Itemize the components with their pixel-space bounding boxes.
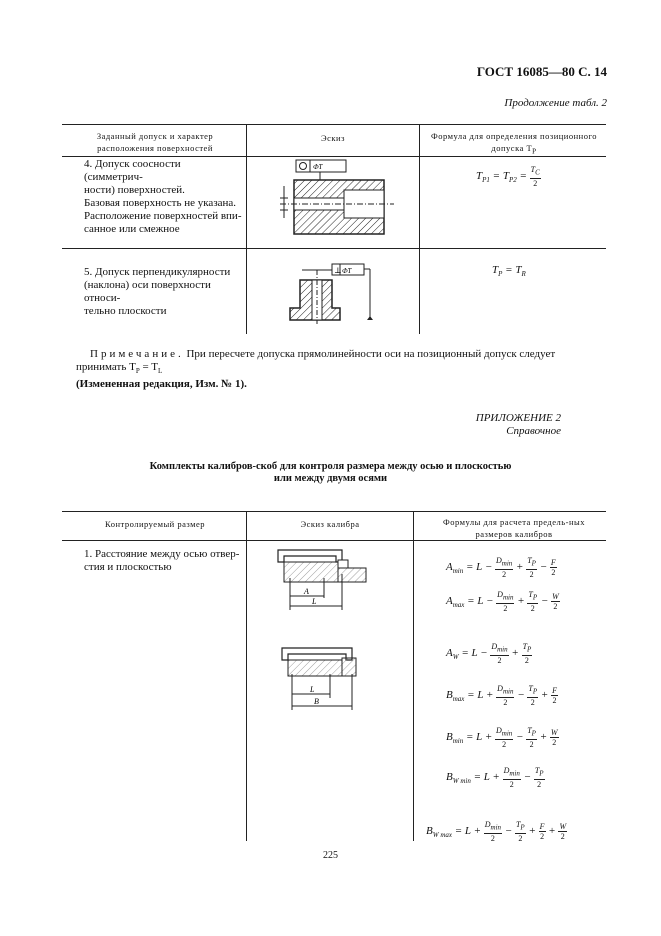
- perpendicularity-sketch: [280, 258, 380, 328]
- formula-b-min: $B_{min} = L$ + $\frac{D_{min}}{2}$ − $\frac{T_P}{2}$ + $\frac{W}{2}$: [446, 726, 558, 749]
- table1-top-rule: [62, 124, 606, 125]
- row4-description: 4. Допуск соосности (симметрич- ности) поверхностей. Базовая поверхность не указана. Расположение поверхностей впи- санное или смежное: [84, 158, 242, 235]
- table2-col-divider-2: [413, 511, 414, 841]
- appendix-heading: ПРИЛОЖЕНИЕ 2 Справочное: [475, 412, 561, 437]
- svg-text:ФТ: ФТ: [342, 267, 352, 275]
- formula-b-w-min: $B_{W min} = L$ + $\frac{D_{min}}{2}$ − $\frac{T_P}{2}$: [446, 766, 544, 789]
- gauge-sketch-1: [268, 548, 378, 614]
- formula-b-w-max: $B_{W max} = L$ + $\frac{D_{min}}{2}$ − $\frac{T_P}{2}$ + $\frac{F}{2}$ + $\frac{W}{2}$: [426, 820, 567, 843]
- svg-text:B: B: [314, 697, 319, 706]
- gauge-sketch-2: [270, 644, 380, 714]
- formula-a-w: $A_W = L$ − $\frac{D_{min}}{2}$ + $\frac{T_P}{2}$: [446, 642, 532, 665]
- svg-text:ФТ: ФТ: [313, 163, 323, 171]
- table2-top-rule: [62, 511, 606, 512]
- table2-header-rule: [62, 540, 606, 541]
- table2-col1-header: Контролируемый размер: [104, 519, 205, 529]
- table2-row1-description: 1. Расстояние между осью отвер-стия и плоскостью: [84, 548, 240, 573]
- table-continuation: Продолжение табл. 2: [504, 97, 607, 109]
- page-number: 225: [323, 850, 338, 861]
- svg-text:A: A: [304, 587, 309, 596]
- table1-col-divider-1: [246, 124, 247, 334]
- table1-col-divider-2: [419, 124, 420, 334]
- row4-formula: $T_{P1} = T_{P2}$ = $\frac{T_C}{2}$: [476, 165, 540, 188]
- table1-col3-header: Формула для определения позиционного допуска $Т_Р$: [431, 131, 597, 156]
- table1-row-rule: [62, 248, 606, 249]
- formula-a-max: $A_{max} = L$ − $\frac{D_{min}}{2}$ + $\frac{T_P}{2}$ − $\frac{W}{2}$: [446, 590, 559, 613]
- change-note: (Измененная редакция, Изм. № 1).: [76, 378, 247, 391]
- document-code: ГОСТ 16085—80 С. 14: [476, 64, 607, 79]
- svg-text:L: L: [310, 685, 315, 694]
- table2-col-divider-1: [246, 511, 247, 841]
- row5-formula: $T_P = T_R$: [492, 264, 526, 279]
- note-block: Примечание. При пересчете допуска прямолинейности оси на позиционный допуск следует принимать $T_P = T_L$ (Измененная редакция, Изм. № 1).: [90, 348, 606, 391]
- table2-col3-header: Формулы для расчета предель-ных размеров калибров: [443, 517, 585, 539]
- coaxiality-sketch: [270, 158, 400, 240]
- svg-text:⊥: ⊥: [334, 266, 342, 275]
- table1-col2-header: Эскиз: [321, 133, 345, 143]
- table1-col1-header: Заданный допуск и характер расположения поверхностей: [96, 131, 214, 153]
- section-title: Комплекты калибров-скоб для контроля размера между осью и плоскостью или между двумя осями: [149, 461, 512, 484]
- row5-description: 5. Допуск перпендикулярности (наклона) оси поверхности относи- тельно плоскости: [84, 266, 231, 317]
- table2-col2-header: Эскиз калибра: [300, 519, 360, 529]
- svg-text:L: L: [312, 597, 317, 606]
- formula-b-max: $B_{max} = L$ + $\frac{D_{min}}{2}$ − $\frac{T_P}{2}$ + $\frac{F}{2}$: [446, 684, 557, 707]
- formula-a-min: $A_{min} = L$ − $\frac{D_{min}}{2}$ + $\frac{T_P}{2}$ − $\frac{F}{2}$: [446, 556, 556, 579]
